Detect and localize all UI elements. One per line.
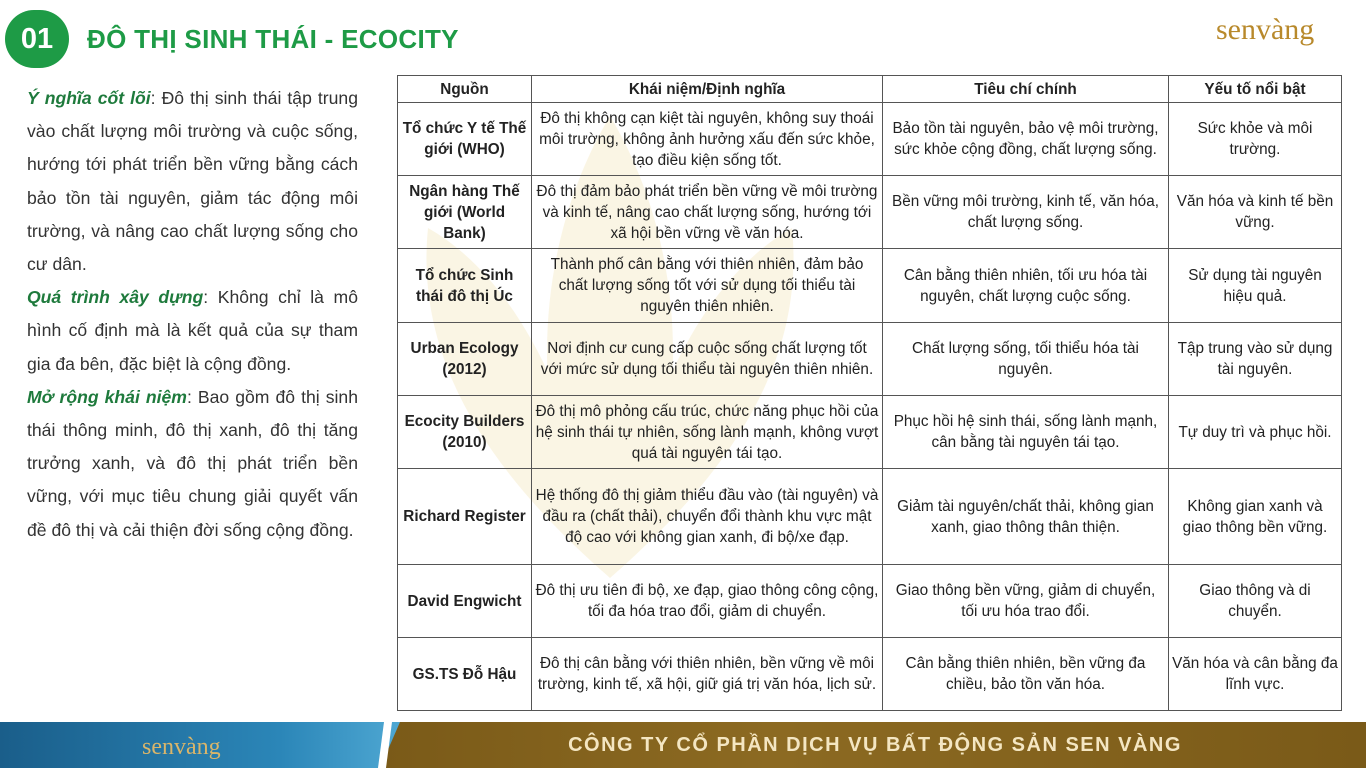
cell-concept: Nơi định cư cung cấp cuộc sống chất lượng tốt với mức sử dụng tối thiểu tài nguyên thiên nhiên. — [532, 323, 883, 396]
cell-concept: Đô thị ưu tiên đi bộ, xe đạp, giao thông công cộng, tối đa hóa trao đổi, giảm di chuyển. — [532, 565, 883, 638]
left-description — [27, 82, 358, 547]
section-number-badge: 01 — [5, 10, 69, 68]
page-title: ĐÔ THỊ SINH THÁI - ECOCITY — [87, 24, 459, 54]
cell-concept: Đô thị mô phỏng cấu trúc, chức năng phục hồi của hệ sinh thái tự nhiên, sống lành mạnh, không vượt quá tài nguyên tái tạo. — [532, 396, 883, 469]
cell-source: Tổ chức Sinh thái đô thị Úc — [398, 249, 532, 323]
term-construction: Quá trình xây dựng — [27, 287, 204, 308]
header-highlight: Yếu tố nổi bật — [1169, 76, 1342, 103]
table-row — [398, 176, 1342, 249]
cell-source: Ecocity Builders (2010) — [398, 396, 532, 469]
term-extension: Mở rộng khái niệm — [27, 386, 187, 407]
table-row — [398, 565, 1342, 638]
cell-criteria: Bảo tồn tài nguyên, bảo vệ môi trường, sức khỏe cộng đồng, chất lượng sống. — [883, 103, 1169, 176]
cell-source: David Engwicht — [398, 565, 532, 638]
paragraph-extension — [27, 381, 358, 547]
table-row — [398, 396, 1342, 469]
table-row — [398, 469, 1342, 565]
cell-highlight: Không gian xanh và giao thông bền vững. — [1169, 469, 1342, 565]
table-row — [398, 323, 1342, 396]
text-extension: : Bao gồm đô thị sinh thái thông minh, đô thị xanh, đô thị tăng trưởng xanh, và đô thị phát triển bền vững, với mục tiêu chung giải quyết vấn đề đô thị và cải thiện đời sống cộng đồng. — [27, 386, 358, 540]
cell-concept: Đô thị đảm bảo phát triển bền vững về môi trường và kinh tế, nâng cao chất lượng sống, hướng tới xã hội bền vững về văn hóa. — [532, 176, 883, 249]
header-source: Nguồn — [398, 76, 532, 103]
cell-highlight: Văn hóa và kinh tế bền vững. — [1169, 176, 1342, 249]
cell-highlight: Sử dụng tài nguyên hiệu quả. — [1169, 249, 1342, 323]
footer-logo-text: senvàng — [142, 734, 221, 760]
footer-bar — [0, 722, 1366, 768]
cell-criteria: Cân bằng thiên nhiên, bền vững đa chiều, bảo tồn văn hóa. — [883, 638, 1169, 711]
logo-text: senvàng — [1216, 13, 1315, 46]
sen-vang-logo — [1208, 2, 1358, 50]
text-core-meaning: : Đô thị sinh thái tập trung vào chất lượng môi trường và cuộc sống, hướng tới phát triển bền vững bằng cách bảo tồn tài nguyên, giảm tác động môi trường, và nâng cao chất lượng sống cho cư dân. — [27, 88, 358, 275]
table-row — [398, 249, 1342, 323]
table-row — [398, 638, 1342, 711]
footer-logo — [138, 727, 262, 763]
cell-concept: Đô thị không cạn kiệt tài nguyên, không suy thoái môi trường, không ảnh hưởng xấu đến sức khỏe, tạo điều kiện sống tốt. — [532, 103, 883, 176]
cell-concept: Thành phố cân bằng với thiên nhiên, đảm bảo chất lượng sống tốt với sử dụng tối thiểu tài nguyên thiên nhiên. — [532, 249, 883, 323]
cell-highlight: Văn hóa và cân bằng đa lĩnh vực. — [1169, 638, 1342, 711]
cell-source: Urban Ecology (2012) — [398, 323, 532, 396]
header-criteria: Tiêu chí chính — [883, 76, 1169, 103]
text-construction: : Không chỉ là mô hình cố định mà là kết quả của sự tham gia đa bên, đặc biệt là cộng đồng. — [27, 287, 358, 374]
cell-criteria: Chất lượng sống, tối thiểu hóa tài nguyên. — [883, 323, 1169, 396]
cell-criteria: Giao thông bền vững, giảm di chuyển, tối ưu hóa trao đổi. — [883, 565, 1169, 638]
cell-criteria: Cân bằng thiên nhiên, tối ưu hóa tài nguyên, chất lượng cuộc sống. — [883, 249, 1169, 323]
header-concept: Khái niệm/Định nghĩa — [532, 76, 883, 103]
cell-highlight: Sức khỏe và môi trường. — [1169, 103, 1342, 176]
cell-highlight: Tự duy trì và phục hồi. — [1169, 396, 1342, 469]
cell-source: Ngân hàng Thế giới (World Bank) — [398, 176, 532, 249]
cell-highlight: Giao thông và di chuyển. — [1169, 565, 1342, 638]
cell-highlight: Tập trung vào sử dụng tài nguyên. — [1169, 323, 1342, 396]
cell-criteria: Phục hồi hệ sinh thái, sống lành mạnh, cân bằng tài nguyên tái tạo. — [883, 396, 1169, 469]
cell-concept: Hệ thống đô thị giảm thiểu đầu vào (tài nguyên) và đầu ra (chất thải), chuyển đổi thành khu vực mật độ cao với không gian xanh, đi bộ/xe đạp. — [532, 469, 883, 565]
cell-concept: Đô thị cân bằng với thiên nhiên, bền vững về môi trường, kinh tế, xã hội, giữ giá trị văn hóa, lịch sử. — [532, 638, 883, 711]
cell-source: Tổ chức Y tế Thế giới (WHO) — [398, 103, 532, 176]
ecocity-definitions-table — [397, 75, 1342, 711]
cell-source: Richard Register — [398, 469, 532, 565]
table-header-row — [398, 76, 1342, 103]
cell-criteria: Giảm tài nguyên/chất thải, không gian xanh, giao thông thân thiện. — [883, 469, 1169, 565]
term-core-meaning: Ý nghĩa cốt lõi — [27, 88, 151, 108]
footer-company-name: CÔNG TY CỔ PHẦN DỊCH VỤ BẤT ĐỘNG SẢN SEN VÀNG — [568, 733, 1182, 756]
table-row — [398, 103, 1342, 176]
cell-source: GS.TS Đỗ Hậu — [398, 638, 532, 711]
cell-criteria: Bền vững môi trường, kinh tế, văn hóa, chất lượng sống. — [883, 176, 1169, 249]
paragraph-construction — [27, 281, 358, 381]
paragraph-core-meaning — [27, 82, 358, 281]
